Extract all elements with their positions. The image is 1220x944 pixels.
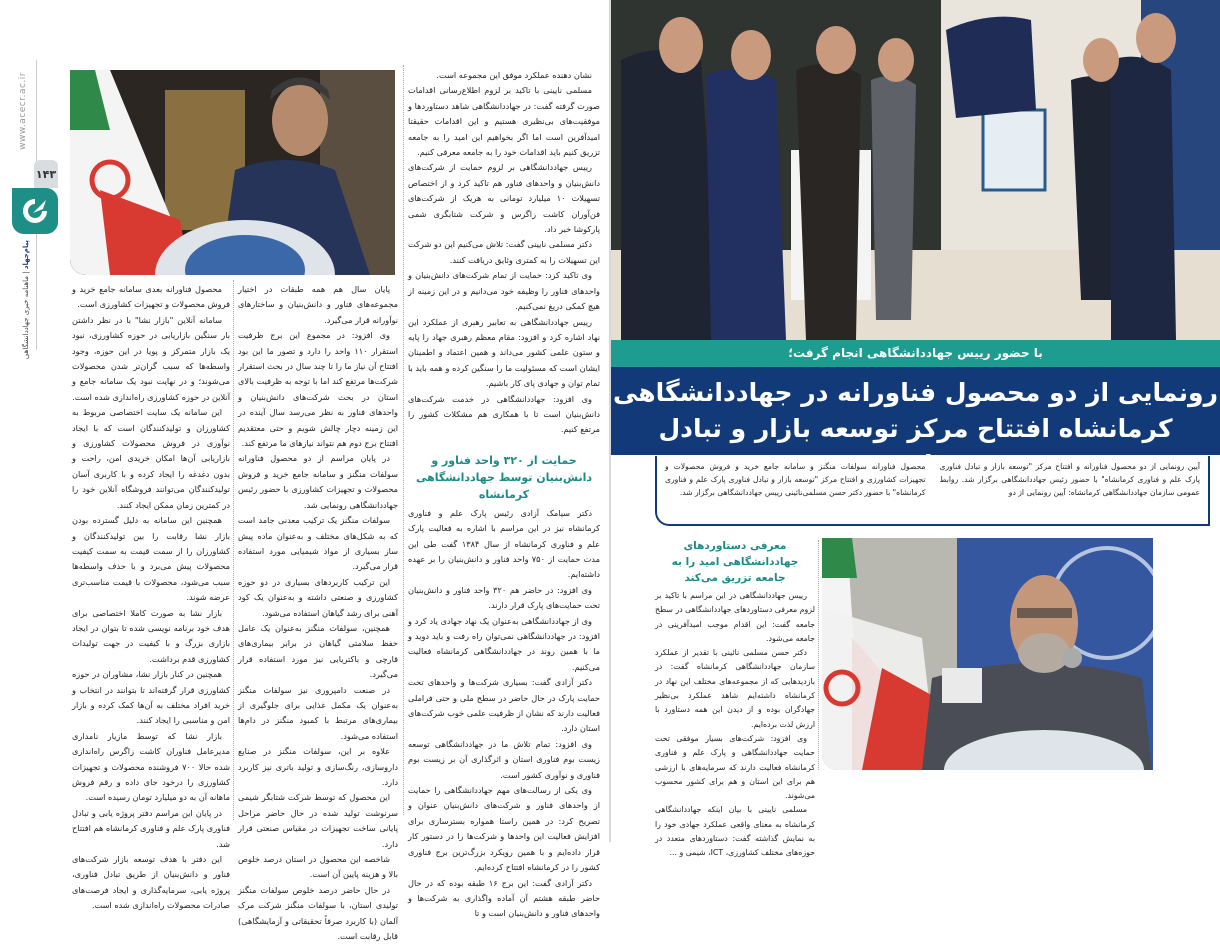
lead-text-right: آیین رونمایی از دو محصول فناورانه و افتتاح مرکز "توسعه بازار و تبادل فناوری پارک علم و فناوری کرمانشاه" با حضور رئیس جهاددانشگاهی برگزار شد. روابط عمومی سازمان جهاددانشگاهی کرمانشاه: آیین رونمایی از دو xyxy=(939,462,1200,497)
speaker-photo-right xyxy=(822,538,1153,770)
article-column-left xyxy=(72,282,230,914)
column-rule xyxy=(403,65,404,815)
paragraph: نشان دهنده عملکرد موفق این مجموعه است. xyxy=(436,70,592,80)
paragraph: این ترکیب کاربردهای بسیاری در دو حوزه کشاورزی و صنعتی داشته و به‌عنوان یک کود آهنی برای رشد گیاهان استفاده می‌شود. xyxy=(238,576,398,618)
paragraph: همچنین، سولفات منگنز به‌عنوان یک عامل حفظ سلامتی گیاهان در برابر بیماری‌های قارچی و باکتریایی نیز مورد استفاده قرار می‌گیرد. xyxy=(238,622,398,680)
article-column-middle xyxy=(238,282,398,944)
subheading: حمایت از ۳۲۰ واحد فناور و دانش‌بنیان توسط جهاددانشگاهی کرمانشاه xyxy=(416,453,592,501)
headline-kicker: با حضور رییس جهاددانشگاهی انجام گرفت؛ xyxy=(611,340,1220,367)
paragraph: در صنعت دامپروری نیز سولفات منگنز به‌عنوان یک مکمل غذایی برای جلوگیری از بیماری‌های مرتبط با کمبود منگنز در دام‌ها استفاده می‌شود. xyxy=(238,684,398,741)
paragraph: رییس جهاددانشگاهی در این مراسم با تاکید بر لزوم معرفی دستاوردهای جهاددانشگاهی در سطح جامعه گفت: این اقدام موجب امیدآفرینی در جامعه می‌شود. xyxy=(655,591,815,643)
paragraph: این سامانه یک سایت اختصاصی مربوط به کشاورزان و تولیدکنندگان است که با ایجاد نوآوری در فروش محصولات کشاورزی و بازاریابی آن‌ها امکان خریدی امن، راحت و بدون دغدغه را ایجاد کرده و با کاربری آسان تولیدکنندگان می‌توانند فروشگاه آنلاین خود را در کمترین زمان ممکن ایجاد کنند. xyxy=(72,407,230,510)
subheading: معرفی دستاوردهای جهاددانشگاهی امید را به جامعه تزریق می‌کند xyxy=(671,540,799,584)
article-column-right-page xyxy=(655,538,815,861)
paragraph: پایان سال هم همه طبقات در اختیار مجموعه‌های فناور و دانش‌بنیان و ساختارهای نوآورانه قرار می‌گیرد. xyxy=(238,284,398,325)
paragraph: وی تاکید کرد: حمایت از تمام شرکت‌های دانش‌بنیان و واحدهای فناور را وظیفه خود می‌دانیم و در این زمینه از هیچ کمکی دریغ نمی‌کنیم. xyxy=(408,270,600,312)
article-column-right xyxy=(408,68,600,922)
magazine-subtitle: ماهنامه خبری جهاددانشگاهی xyxy=(22,275,30,360)
paragraph: مسلمی نایینی با تاکید بر لزوم اطلاع‌رسانی اقدامات صورت گرفته گفت: در جهاددانشگاهی شاهد دستاوردها و موفقیت‌های بی‌نظیری هستیم و این اقدامات حقیقتا امیدآفرین است اما اگر بخواهیم این امید را به جامعه تزریق کنیم باید اقدامات خود را به جامعه معرفی کنیم. xyxy=(408,85,600,158)
paragraph: سامانه آنلاین "بازار نشا" با در نظر داشتن بار سنگین بازاریابی در حوزه کشاورزی، نبود یک بازار متمرکز و پویا در این حوزه، وجود واسطه‌ها که سبب گران‌تر شدن محصولات می‌شوند؛ و در نهایت نبود یک سامانه جامع و آنلاین در حوزه کشاورزی راه‌اندازی شده است. xyxy=(72,314,230,402)
page-number: ۱۴۳ xyxy=(34,160,58,188)
paragraph: وی افزود: جهاددانشگاهی در خدمت شرکت‌های دانش‌بنیان است تا با همکاری هم مشکلات کشور را مرتفع کنیم. xyxy=(408,393,600,435)
lead-box xyxy=(655,456,1210,526)
paragraph: دکتر آزادی گفت: این برج ۱۶ طبقه بوده که در حال حاضر طبقه هشتم آن آماده واگذاری به شرکت‌ها و واحدهای فناور و دانش‌بنیان است و تا xyxy=(408,877,600,919)
paragraph: دکتر حسن مسلمی نائینی با تقدیر از عملکرد سازمان جهاددانشگاهی کرمانشاه گفت: در بازدیدهایی که از مجموعه‌های مختلف این نهاد در کرمانشاه داشته‌ایم شاهد عملکرد بی‌نظیر جهادگران بوده و از دیدن این همه دستاورد با ارزش لذت برده‌ایم. xyxy=(655,648,815,729)
paragraph: وی افزود: در مجموع این برج ظرفیت استقرار ۱۱۰ واحد را دارد و تصور ما این بود افتتاح آن نیاز ما را تا چند سال در بحث استقرار شرکت‌ها مرتفع کند اما با توجه به ظرفیت بالای استان در بحث شرکت‌های دانش‌بنیان و واحدهای فناور به نظر می‌رسد سال آینده در این زمینه دچار چالش شویم و حتی معتقدیم افتتاح برج دوم هم نتواند نیازهای ما مرتفع کند. xyxy=(238,330,398,449)
paragraph: شاخصه این محصول در استان درصد خلوص بالا و هزینه پایین آن است. xyxy=(238,854,398,880)
paragraph: مسلمی نایینی با بیان اینکه جهاددانشگاهی کرمانشاه به معنای واقعی عملکرد جهادی خود را به نمایش گذاشته گفت: دستاوردهای متعدد در حوزه‌های مختلف کشاورزی، ICT، شیمی و ... xyxy=(655,805,815,858)
article-headline xyxy=(611,367,1220,479)
lead-text-left: محصول فناورانه سولفات منگنز و سامانه جامع خرید و فروش محصولات و تجهیزات کشاورزی و افتتاح مرکز "توسعه بازار و تبادل فناوری پارک علم و فناوری کرمانشاه" با حضور دکتر حسن مسلمی‌نائینی رییس جهاددانشگاهی برگزار شد. xyxy=(665,462,926,497)
paragraph: وی افزود: در حاضر هم ۳۲۰ واحد فناور و دانش‌بنیان تحت حمایت‌های پارک قرار دارند. xyxy=(408,584,600,611)
paragraph: در پایان مراسم از دو محصول فناورانه سولفات منگنز و سامانه جامع خرید و فروش محصولات و تجهیزات کشاورزی با حضور رئیس جهاددانشگاهی رونمایی شد. xyxy=(238,453,398,510)
magazine-logo-icon xyxy=(12,188,58,234)
paragraph: علاوه بر این، سولفات منگنز در صنایع داروسازی، رنگ‌سازی و تولید باتری نیز کاربرد دارد. xyxy=(238,746,398,787)
paragraph: وی از جهاددانشگاهی به‌عنوان یک نهاد جهادی یاد کرد و افزود: در جهاددانشگاهی نمی‌توان راه رفت و باید دوید و ما با همین روند در جهاددانشگاهی کرمانشاه فعالیت می‌کنیم. xyxy=(408,615,600,672)
paragraph: در پایان این مراسم دفتر پروژه یابی و تبادل فناوری پارک علم و فناوری کرمانشاه هم افتتاح شد. xyxy=(71,807,230,849)
headline-line-1: رونمایی از دو محصول فناورانه در جهاددانشگاهی xyxy=(613,378,1218,407)
unveiling-ceremony-photo xyxy=(611,0,1220,340)
column-rule xyxy=(233,280,234,820)
website-url: www.acecr.ac.ir xyxy=(18,72,28,150)
page-sidebar xyxy=(0,60,60,360)
paragraph: وی افزود: تمام تلاش ما در جهاددانشگاهی توسعه زیست بوم فناوری استان و اثرگذاری آن بر زیست بوم فناوری و نوآوری کشور است. xyxy=(408,738,600,780)
magazine-name: پیام‌جهاد xyxy=(22,240,30,270)
speaker-photo-left xyxy=(70,70,395,275)
paragraph: دکتر آزادی گفت: بسیاری شرکت‌ها و واحدهای تحت حمایت پارک در حال حاضر در سطح ملی و حتی فراملی فعالیت دارند که نشان از ظرفیت علمی خوب شرکت‌های استان دارد. xyxy=(408,677,600,734)
headline-line-2: کرمانشاه افتتاح مرکز توسعه بازار و تبادل فناوری xyxy=(658,414,1173,479)
paragraph: سولفات منگنز یک ترکیب معدنی جامد است که به شکل‌های مختلف و به‌عنوان ماده پیش ساز بسیاری از مواد شیمیایی مورد استفاده قرار می‌گیرد. xyxy=(238,515,398,572)
paragraph: وی افزود: شرکت‌های بسیار موفقی تحت حمایت جهاددانشگاهی و پارک علم و فناوری کرمانشاه فعالیت دارند که سرمایه‌های با ارزشی هم برای این استان و هم برای کشور محسوب می‌شوند. xyxy=(655,733,815,801)
paragraph: بازار نشا به صورت کاملا اختصاصی برای هدف خود برنامه نویسی شده تا بتوان در ایجاد بازاری بزرگ و با کیفیت در جهت تولیدات کشاورزی قدم برداشت. xyxy=(72,607,230,664)
paragraph: رییس جهاددانشگاهی بر لزوم حمایت از شرکت‌های دانش‌بنیان و واحدهای فناور هم تاکید کرد و از اختصاص تسهیلات ۱۰ میلیارد تومانی به هریک از شرکت‌های فن‌آوران کاشت زاگرس و شرکت شتابگری شمی پارکوشا خبر داد. xyxy=(408,162,600,235)
paragraph: بازار نشا که توسط مازیار نامداری مدیرعامل فناوران کاشت زاگرس راه‌اندازی شده حالا ۷۰۰ فروشنده محصولات و تجهیزات کشاورزی را درخود جای داده و رقم فروش ماهانه آن به دو میلیارد تومان رسیده است. xyxy=(72,730,230,803)
paragraph: در حال حاضر درصد خلوص سولفات منگنز تولیدی استان، با سولفات منگنز شرکت مرک آلمان (با کاربرد صرفاً تحقیقاتی و آزمایشگاهی) قابل رقابت است. xyxy=(238,884,398,942)
paragraph: دکتر سیامک آزادی رئیس پارک علم و فناوری کرمانشاه نیز در این مراسم با اشاره به فعالیت پارک علم و فناوری کرمانشاه از سال ۱۳۸۴ گفت طی این مدت حمایت از ۷۵۰ واحد فناور و دانش‌بنیان را بر عهده داشته‌ایم. xyxy=(408,507,600,580)
paragraph: این دفتر با هدف توسعه بازار شرکت‌های فناور و دانش‌بنیان از طریق تبادل فناوری، پروژه یابی، سرمایه‌گذاری و ایجاد فرصت‌های صادرات محصولات راه‌اندازی شده است. xyxy=(72,854,230,911)
magazine-title: پیام‌جهاد | ماهنامه خبری جهاددانشگاهی xyxy=(22,240,30,360)
paragraph: همچنین این سامانه به دلیل گسترده بودن بازار نشا رقابت را بین تولیدکنندگان و کشاورزان را از سمت قیمت به سمت کیفیت محصولات پیش می‌برد و با حذف واسطه‌ها سبب می‌شود، محصولات با قیمت مناسب‌تری عرضه شوند. xyxy=(72,515,230,603)
column-rule xyxy=(818,540,819,770)
paragraph: وی یکی از رسالت‌های مهم جهاددانشگاهی را حمایت از واحدهای فناور و شرکت‌های دانش‌بنیان عنوان و تصریح کرد: در همین راستا همواره بسترسازی برای افزایش فعالیت این واحدها و شرکت‌ها را در دستور کار قرار داده‌ایم و با همین رویکرد بزرگ‌ترین برج فناوری کشور را در کرمانشاه افتتاح کرده‌ایم. xyxy=(408,785,600,873)
paragraph: این محصول که توسط شرکت شتابگر شیمی سرنوشت تولید شده در حال حاضر مراحل پایانی ساخت تجهیزات در مقیاس صنعتی قرار دارد. xyxy=(238,792,398,849)
paragraph: دکتر مسلمی نایینی گفت: تلاش می‌کنیم این دو شرکت این تسهیلات را به کمتری وثایق دریافت کنند. xyxy=(408,239,600,265)
paragraph: همچنین در کنار بازار نشا، مشاوران در حوزه کشاورزی قرار گرفته‌اند تا بتوانند در انتخاب و خرید افراد مختلف به آن‌ها کمک کرده و بازار امن و مناسبی را ایجاد کنند. xyxy=(72,669,230,726)
paragraph: محصول فناورانه بعدی سامانه جامع خرید و فروش محصولات و تجهیزات کشاورزی است. xyxy=(72,284,230,310)
paragraph: رییس جهاددانشگاهی به تعابیر رهبری از عملکرد این نهاد اشاره کرد و افزود: مقام معظم رهبری جهاد را پایه و ستون علمی کشور می‌داند و همین اعتماد و اطمینان ایشان است که مسئولیت ما را سنگین کرده و همه باید با تمام توان و جهادی پای کار باشیم. xyxy=(408,316,600,389)
